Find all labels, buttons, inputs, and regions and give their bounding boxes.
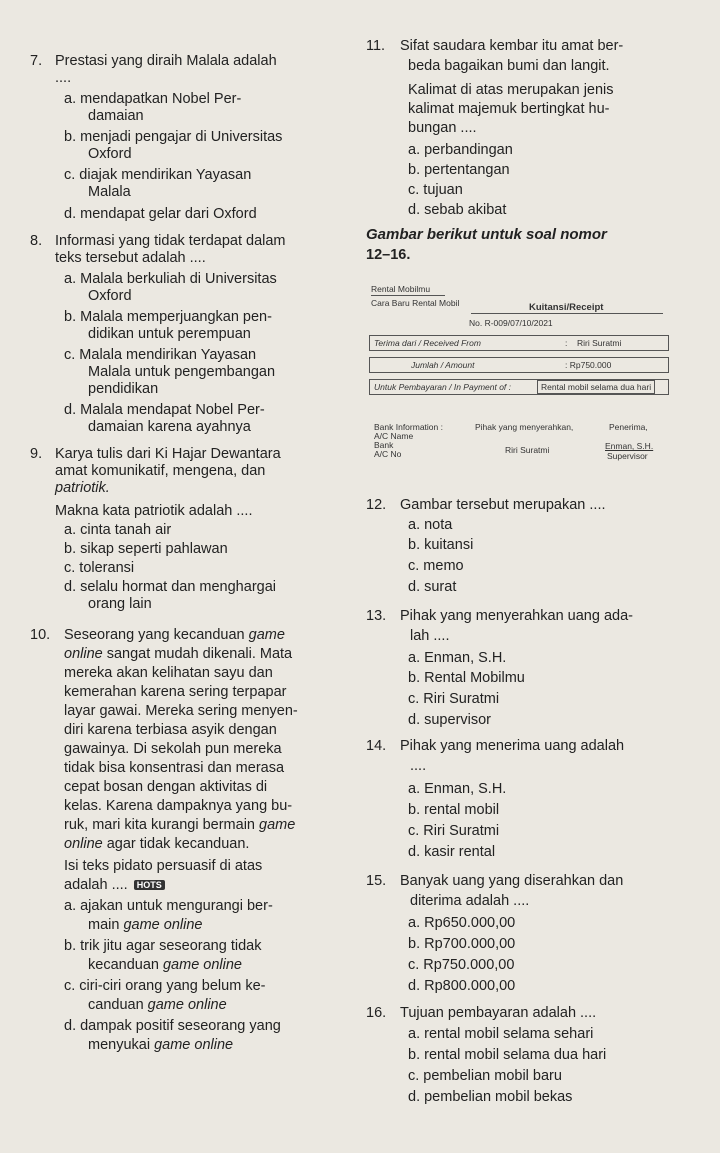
q9-option-c[interactable]: c. toleransi — [64, 560, 135, 576]
q7-stem: Prestasi yang diraih Malala adalah — [55, 53, 277, 69]
q10-line-3: mereka akan kelihatan sayu dan — [64, 665, 273, 681]
q10-option-c[interactable]: c. ciri-ciri orang yang belum ke- — [64, 978, 266, 994]
q12-option-c[interactable]: c. memo — [408, 558, 464, 574]
q10-line-2: online sangat mudah dikenali. Mata — [64, 646, 293, 662]
q16-stem: Tujuan pembayaran adalah .... — [400, 1005, 597, 1021]
q10-line-7: gawainya. Di sekolah pun mereka — [64, 741, 282, 757]
q9-stem-cont: amat komunikatif, mengena, dan — [55, 463, 266, 479]
q7-number: 7. — [30, 53, 43, 69]
q7-option-a-cont: damaian — [88, 108, 144, 124]
q7-option-c[interactable]: c. diajak mendirikan Yayasan — [64, 167, 252, 183]
q12-option-a[interactable]: a. nota — [408, 517, 453, 533]
receipt-title: Rental Mobilmu — [371, 284, 431, 294]
q10-option-b[interactable]: b. trik jitu agar seseorang tidak — [64, 938, 262, 954]
q14-number: 14. — [366, 738, 387, 754]
q15-option-c[interactable]: c. Rp750.000,00 — [408, 957, 515, 973]
q14-option-c[interactable]: c. Riri Suratmi — [408, 823, 500, 839]
q11-line-2: beda bagaikan bumi dan langit. — [408, 58, 610, 74]
q11-line-3: Kalimat di atas merupakan jenis — [408, 82, 614, 98]
q13-stem-cont: lah .... — [410, 628, 450, 644]
q10-option-d-cont: menyukai game online — [88, 1037, 234, 1053]
q9-option-d-cont: orang lain — [88, 596, 152, 612]
q10-line-14: adalah .... HOTS — [64, 877, 165, 894]
q10-line-13: Isi teks pidato persuasif di atas — [64, 858, 263, 874]
q8-option-c-cont2: pendidikan — [88, 381, 159, 397]
q14-option-b[interactable]: b. rental mobil — [408, 802, 500, 818]
q7-stem-cont: .... — [55, 70, 72, 86]
q8-option-b[interactable]: b. Malala memperjuangkan pen- — [64, 309, 272, 325]
q7-option-b[interactable]: b. menjadi pengajar di Universitas — [64, 129, 283, 145]
q12-option-b[interactable]: b. kuitansi — [408, 537, 474, 553]
q13-number: 13. — [366, 608, 387, 624]
q7-option-c-cont: Malala — [88, 184, 131, 200]
q14-option-a[interactable]: a. Enman, S.H. — [408, 781, 507, 797]
q7-option-a[interactable]: a. mendapatkan Nobel Per- — [64, 91, 242, 107]
payment-purpose-label: Untuk Pembayaran / In Payment of : — [374, 382, 512, 392]
q15-number: 15. — [366, 873, 387, 889]
q13-stem: Pihak yang menyerahkan uang ada- — [400, 608, 633, 624]
q9-option-d[interactable]: d. selalu hormat dan menghargai — [64, 579, 276, 595]
receiver-role: Supervisor — [607, 451, 648, 461]
q8-option-a-cont: Oxford — [88, 288, 132, 304]
q8-stem-cont: teks tersebut adalah .... — [55, 250, 206, 266]
received-from-value: Riri Suratmi — [577, 338, 622, 348]
q11-line-4: kalimat majemuk bertingkat hu- — [408, 101, 610, 117]
receipt-company: Cara Baru Rental Mobil — [371, 298, 460, 308]
receipt-intro-line-1: Gambar berikut untuk soal nomor — [366, 226, 607, 243]
q8-stem: Informasi yang tidak terdapat dalam — [55, 233, 286, 249]
q8-option-d[interactable]: d. Malala mendapat Nobel Per- — [64, 402, 265, 418]
receipt-heading: Kuitansi/Receipt — [529, 302, 604, 313]
q8-option-b-cont: didikan untuk perempuan — [88, 326, 251, 342]
q11-number: 11. — [366, 38, 386, 54]
q9-number: 9. — [30, 446, 43, 462]
q9-stem-cont2: patriotik. — [55, 480, 110, 496]
q10-line-6: diri karena terbiasa asyik dengan — [64, 722, 277, 738]
account-name-label: A/C Name — [374, 431, 414, 441]
q12-number: 12. — [366, 497, 387, 513]
q16-option-d[interactable]: d. pembelian mobil bekas — [408, 1089, 573, 1105]
q16-option-a[interactable]: a. rental mobil selama sehari — [408, 1026, 594, 1042]
amount-label: Jumlah / Amount — [411, 360, 475, 370]
q10-option-c-cont: canduan game online — [88, 997, 227, 1013]
q7-option-b-cont: Oxford — [88, 146, 132, 162]
q12-option-d[interactable]: d. surat — [408, 579, 457, 595]
q8-option-c-cont: Malala untuk pengembangan — [88, 364, 276, 380]
q8-option-a[interactable]: a. Malala berkuliah di Universitas — [64, 271, 277, 287]
q7-option-d[interactable]: d. mendapat gelar dari Oxford — [64, 206, 257, 222]
q11-line-5: bungan .... — [408, 120, 477, 136]
q15-stem: Banyak uang yang diserahkan dan — [400, 873, 624, 889]
receipt-title-underline — [371, 295, 445, 296]
q9-option-b[interactable]: b. sikap seperti pahlawan — [64, 541, 228, 557]
q10-line-1: Seseorang yang kecanduan game — [64, 627, 285, 643]
bank-information-label: Bank Information : — [374, 422, 443, 432]
q11-option-a[interactable]: a. perbandingan — [408, 142, 513, 158]
received-from-label: Terima dari / Received From — [374, 338, 481, 348]
q11-option-c[interactable]: c. tujuan — [408, 182, 463, 198]
payment-purpose-value: Rental mobil selama dua hari — [537, 380, 655, 394]
q10-line-11: ruk, mari kita kurangi bermain game — [64, 817, 296, 833]
q9-stem: Karya tulis dari Ki Hajar Dewantara — [55, 446, 281, 462]
q8-option-d-cont: damaian karena ayahnya — [88, 419, 251, 435]
bank-label: Bank — [374, 440, 394, 450]
payer-label: Pihak yang menyerahkan, — [475, 422, 574, 432]
q16-option-b[interactable]: b. rental mobil selama dua hari — [408, 1047, 607, 1063]
receipt-number: No. R-009/07/10/2021 — [469, 318, 553, 328]
q11-line-1: Sifat saudara kembar itu amat ber- — [400, 38, 624, 54]
amount-value: : Rp750.000 — [565, 360, 612, 370]
receipt-intro-line-2: 12–16. — [366, 247, 411, 263]
q10-line-12: online agar tidak kecanduan. — [64, 836, 250, 852]
q10-line-5: layar gawai. Mereka sering menyen- — [64, 703, 298, 719]
q10-number: 10. — [30, 627, 51, 643]
receiver-name: Enman, S.H. — [605, 441, 654, 451]
q11-option-b[interactable]: b. pertentangan — [408, 162, 510, 178]
q15-option-a[interactable]: a. Rp650.000,00 — [408, 915, 516, 931]
received-from-colon: : — [565, 338, 568, 348]
q15-stem-cont: diterima adalah .... — [410, 893, 530, 909]
q14-stem: Pihak yang menerima uang adalah — [400, 738, 625, 754]
q16-number: 16. — [366, 1005, 387, 1021]
q10-option-d[interactable]: d. dampak positif seseorang yang — [64, 1018, 281, 1034]
q10-line-8: tidak bisa konsentrasi dan merasa — [64, 760, 285, 776]
receiver-label: Penerima, — [609, 422, 648, 432]
q12-stem: Gambar tersebut merupakan .... — [400, 497, 606, 513]
q15-option-d[interactable]: d. Rp800.000,00 — [408, 978, 516, 994]
q16-option-c[interactable]: c. pembelian mobil baru — [408, 1068, 562, 1084]
q9-question: Makna kata patriotik adalah .... — [55, 503, 253, 519]
q10-line-4: kemerahan karena sering terpapar — [64, 684, 287, 700]
q10-line-10: kelas. Karena dampaknya yang bu- — [64, 798, 293, 814]
q13-option-b[interactable]: b. Rental Mobilmu — [408, 670, 525, 686]
q10-option-b-cont: kecanduan game online — [88, 957, 242, 973]
q8-number: 8. — [30, 233, 43, 249]
account-number-label: A/C No — [374, 449, 402, 459]
q10-option-a-cont: main game online — [88, 917, 203, 933]
hots-badge: HOTS — [134, 880, 165, 890]
payer-name: Riri Suratmi — [505, 445, 550, 455]
q10-line-9: cepat bosan dengan aktivitas di — [64, 779, 268, 795]
receipt-heading-underline — [471, 313, 663, 314]
receipt-image — [365, 281, 671, 471]
q10-option-a[interactable]: a. ajakan untuk mengurangi ber- — [64, 898, 273, 914]
q13-option-d[interactable]: d. supervisor — [408, 712, 492, 728]
q8-option-c[interactable]: c. Malala mendirikan Yayasan — [64, 347, 257, 363]
q13-option-a[interactable]: a. Enman, S.H. — [408, 650, 507, 666]
q15-option-b[interactable]: b. Rp700.000,00 — [408, 936, 516, 952]
q11-option-d[interactable]: d. sebab akibat — [408, 202, 507, 218]
q14-stem-cont: .... — [410, 758, 427, 774]
q14-option-d[interactable]: d. kasir rental — [408, 844, 496, 860]
q13-option-c[interactable]: c. Riri Suratmi — [408, 691, 500, 707]
q9-option-a[interactable]: a. cinta tanah air — [64, 522, 172, 538]
